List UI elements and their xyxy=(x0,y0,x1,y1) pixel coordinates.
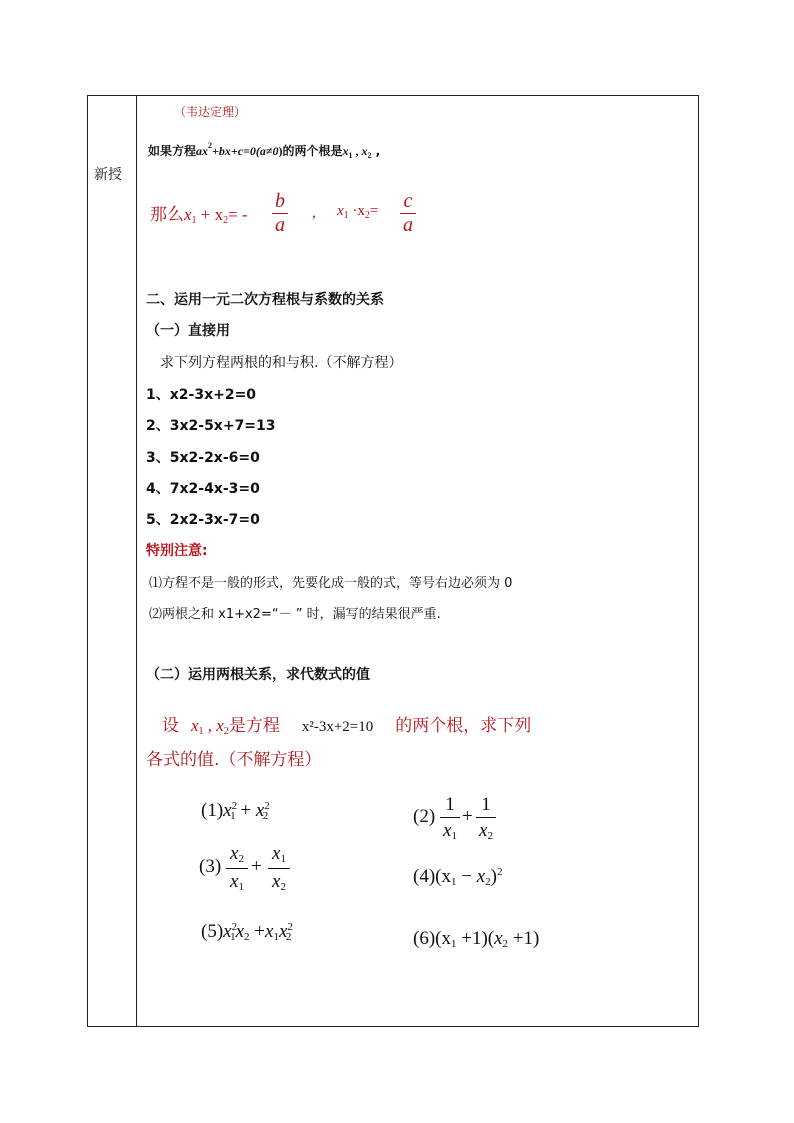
expr2-frac1: 1 $x_1$ xyxy=(440,795,460,842)
frac-a: a xyxy=(275,214,285,236)
equation-item: 5、2x2-3x-7=0 xyxy=(146,512,260,528)
condition-suffix: 的两个根是 xyxy=(282,144,343,158)
separator-comma: , xyxy=(312,204,316,221)
problem-x1: x xyxy=(191,716,199,735)
expression-4: $(4)(x_1 - x_2)^2$ xyxy=(413,866,503,888)
expr6-text: (6)(x xyxy=(413,928,451,949)
fraction-b-over-a xyxy=(272,190,288,237)
problem-line-1: 设 $x_1$ , $x_2$是方程 x²-3x+2=10 的两个根，求下列 xyxy=(162,716,532,737)
frac-c: c xyxy=(403,190,413,212)
column-divider xyxy=(136,95,137,1027)
frac-b: b xyxy=(275,190,285,212)
problem-x2: x xyxy=(216,716,224,735)
expr1-label: (1) xyxy=(201,800,224,821)
then-label: 那么 xyxy=(150,205,184,225)
equation-mid: +bx+c=0( xyxy=(212,144,260,158)
equation-close: ) xyxy=(278,144,283,158)
expr5-label: (5) xyxy=(201,921,224,942)
problem-equation: x²-3x+2=10 xyxy=(301,719,374,735)
subsection-direct: （一）直接用 xyxy=(146,323,230,339)
expr3-frac2: $x_1$ $x_2$ xyxy=(268,844,290,893)
equation-item: 1、x2-3x+2=0 xyxy=(146,387,257,403)
note-item: ⑴方程不是一般的形式，先要化成一般的式，等号右边必须为 0 xyxy=(149,576,513,591)
row-label: 新授 xyxy=(94,167,122,183)
fraction-c-over-a xyxy=(400,190,416,237)
frac-a2: a xyxy=(403,214,413,236)
vieta-product: $x_1 \cdot x_2=$ xyxy=(337,203,379,221)
roots-x2: x xyxy=(361,144,368,158)
condition-prefix: 如果方程 xyxy=(148,144,197,158)
expr3-frac1: $x_2$ $x_1$ xyxy=(226,844,248,893)
sum-x1: x xyxy=(184,205,192,224)
section-heading: 二、运用一元二次方程根与系数的关系 xyxy=(146,292,384,308)
expression-2-label: (2) xyxy=(413,806,436,827)
equation-item: 2、3x2-5x+7=13 xyxy=(146,418,276,434)
problem-line-2: 各式的值.（不解方程） xyxy=(146,750,322,770)
equation-item: 3、5x2-2x-6=0 xyxy=(146,450,260,466)
notice-label: 特别注意: xyxy=(146,543,208,559)
problem-is: 是方程 xyxy=(228,716,280,736)
expression-1: $(1)x^2_1 + x^2_2$ xyxy=(201,800,270,822)
equation-item: 4、7x2-4x-3=0 xyxy=(146,481,260,497)
equation-a: ax xyxy=(196,144,209,158)
expression-3-label: (3) xyxy=(199,856,222,877)
prod-x1: x xyxy=(337,203,344,219)
problem-rest: 的两个根，求下列 xyxy=(395,716,532,736)
instruction: 求下列方程两根的和与积.（不解方程） xyxy=(160,355,403,371)
subsection-values: （二）运用两根关系，求代数式的值 xyxy=(146,667,370,683)
expression-5: $(5)x^2_1x_2 +x_1x^2_2$ xyxy=(201,921,293,943)
prod-dot: ·x xyxy=(348,203,365,219)
theorem-title: （韦达定理） xyxy=(174,105,247,119)
equation-cond: a≠0 xyxy=(259,144,279,158)
prod-equals: = xyxy=(369,203,379,219)
lesson-table xyxy=(87,95,699,1027)
vieta-sum: 那么$x_1 + x_2=$ - xyxy=(150,205,248,226)
theorem-condition: 如果方程$ax^2+bx+c=0(a\ne 0)$的两个根是$x_1$ , $x_2$ , xyxy=(148,141,381,160)
sum-plus: + x xyxy=(196,205,224,224)
sum-equals: = - xyxy=(228,205,248,224)
expression-6: $(6)(x_1 +1)(x_2 +1)$ xyxy=(413,928,540,950)
expr4-text: (4)(x xyxy=(413,866,451,887)
problem-set: 设 xyxy=(162,716,179,736)
expr2-frac2: 1 $x_2$ xyxy=(476,795,496,842)
roots-x1: x xyxy=(342,144,349,158)
note-item: ⑵两根之和 x1+x2=“－ ” 时，漏写的结果很严重. xyxy=(149,607,441,622)
